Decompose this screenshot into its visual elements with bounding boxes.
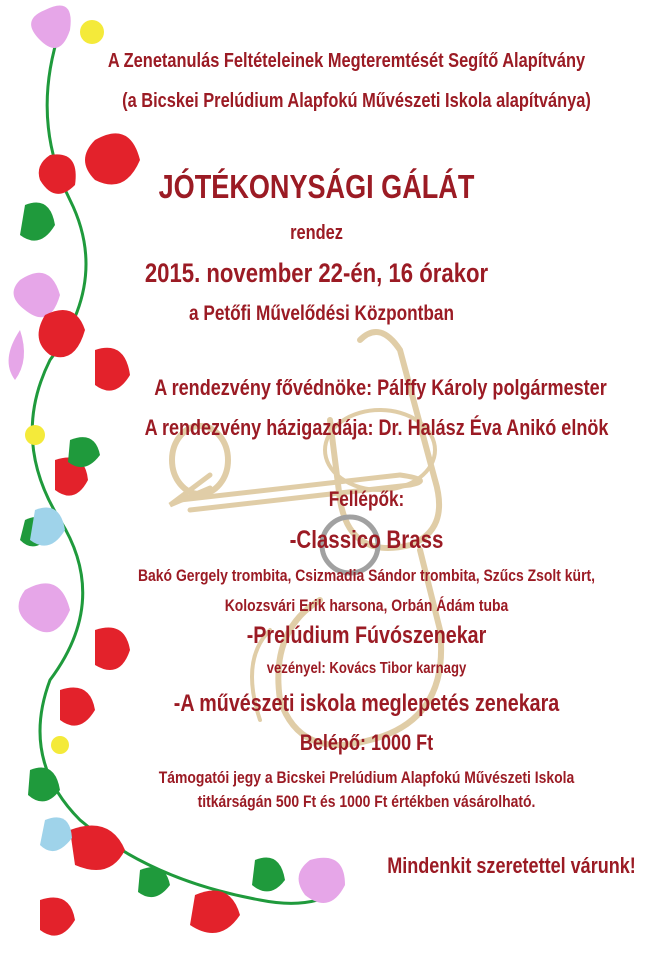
performer-2-name: -Prelúdium Fúvószenekar	[246, 622, 487, 649]
organizer-line-2: (a Bicskei Prelúdium Alapfokú Művészeti Iskola alapítványa)	[122, 90, 591, 112]
welcome-text: Mindenkit szeretettel várunk!	[387, 853, 636, 878]
organizer-line-1: A Zenetanulás Feltételeinek Megteremtését Segítő Alapítvány	[107, 50, 586, 72]
performer-3-name: -A művészeti iskola meglepetés zenekara	[173, 690, 560, 717]
event-date-time: 2015. november 22-én, 16 órakor	[144, 258, 489, 288]
performer-1-members-line-2: Kolozsvári Erik harsona, Orbán Ádám tuba	[224, 596, 509, 615]
performer-1-name: -Classico Brass	[289, 526, 444, 554]
event-title: JÓTÉKONYSÁGI GÁLÁT	[158, 168, 475, 205]
host-line: A rendezvény házigazdája: Dr. Halász Éva Anikó elnök	[144, 415, 609, 440]
support-ticket-line-1: Támogatói jegy a Bicskei Prelúdium Alapfokú Művészeti Iskola	[158, 768, 575, 787]
performers-heading: Fellépők:	[328, 488, 405, 511]
support-ticket-line-2: titkárságán 500 Ft és 1000 Ft értékben vásárolható.	[197, 792, 536, 811]
performer-1-members-line-1: Bakó Gergely trombita, Csizmadia Sándor trombita, Szűcs Zsolt kürt,	[137, 566, 596, 585]
patron-line: A rendezvény fővédnöke: Pálffy Károly polgármester	[154, 375, 607, 400]
performer-2-conductor: vezényel: Kovács Tibor karnagy	[266, 660, 467, 677]
entry-price: Belépő: 1000 Ft	[299, 730, 434, 755]
event-venue: a Petőfi Művelődési Központban	[188, 302, 455, 325]
rendez-text: rendez	[290, 222, 343, 244]
